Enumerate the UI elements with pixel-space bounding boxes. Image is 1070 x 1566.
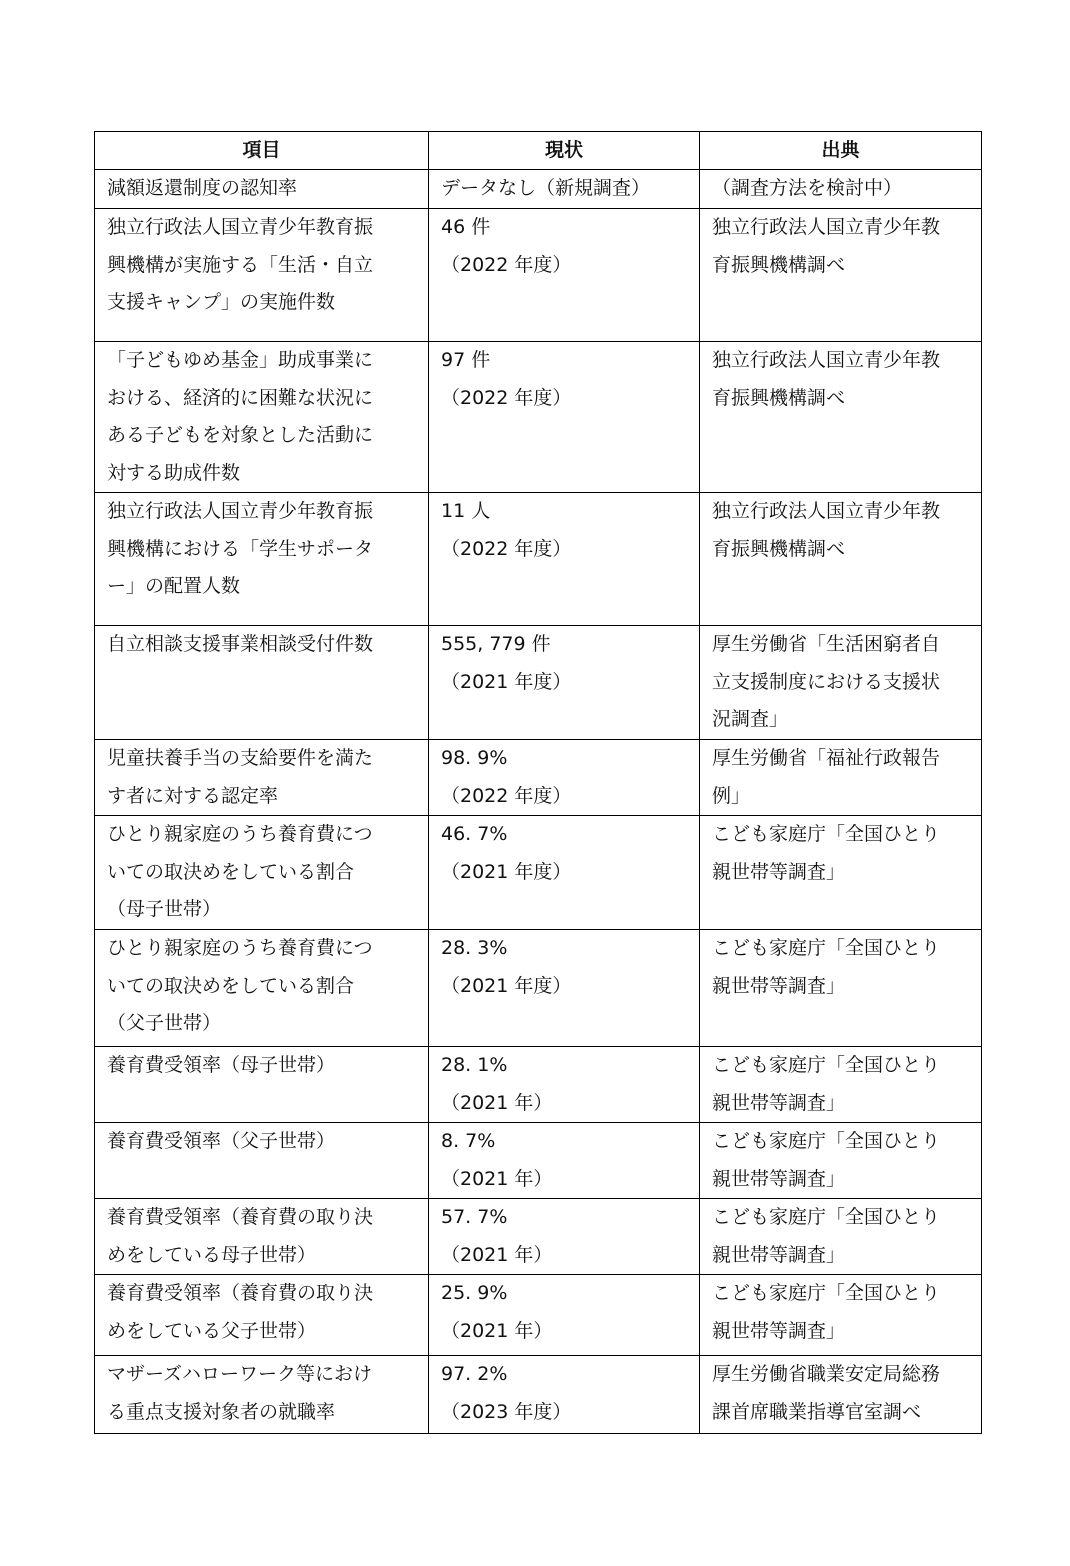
cell-source	[700, 1047, 982, 1123]
cell-item-line: 養育費受領率（母子世帯）	[107, 1054, 336, 1076]
cell-status-line: 28. 3%	[441, 937, 508, 959]
table-row	[95, 816, 982, 930]
table-header-row	[95, 132, 982, 170]
cell-source	[700, 1275, 982, 1356]
cell-source	[700, 342, 982, 493]
cell-item-line: 養育費受領率（養育費の取り決	[107, 1206, 374, 1228]
cell-source-line: 育振興機構調べ	[712, 386, 846, 409]
cell-item-line: めをしている父子世帯）	[107, 1319, 317, 1342]
cell-source	[700, 626, 982, 740]
table-row	[95, 930, 982, 1047]
table-row	[95, 626, 982, 740]
table-row	[95, 209, 982, 342]
cell-item-line: 自立相談支援事業相談受付件数	[107, 633, 374, 655]
cell-status	[429, 1275, 700, 1356]
cell-item-line: マザーズハローワーク等におけ	[107, 1363, 373, 1385]
cell-status-line: （2021 年）	[441, 1167, 553, 1190]
cell-item-line: （父子世帯）	[107, 1012, 222, 1034]
cell-status-line: 28. 1%	[441, 1054, 508, 1076]
cell-item	[95, 1047, 429, 1123]
header-source: 出典	[700, 132, 982, 170]
cell-status-line: （2022 年度）	[441, 784, 572, 807]
cell-item-line: す者に対する認定率	[107, 784, 279, 807]
cell-status-line: 555, 779 件	[441, 633, 551, 655]
cell-item-line: 支援キャンプ」の実施件数	[107, 291, 336, 313]
cell-item-line: いての取決めをしている割合	[107, 974, 355, 997]
cell-status	[429, 930, 700, 1047]
cell-source-line: こども家庭庁「全国ひとり	[712, 1130, 941, 1152]
cell-item-line: （母子世帯）	[107, 898, 222, 920]
cell-item	[95, 1356, 429, 1434]
cell-source-line: 況調査」	[712, 708, 789, 730]
cell-item	[95, 816, 429, 930]
cell-item-line: 養育費受領率（父子世帯）	[107, 1130, 336, 1152]
cell-source	[700, 816, 982, 930]
cell-status	[429, 209, 700, 342]
cell-source-line: 独立行政法人国立青少年教	[712, 349, 941, 371]
table-row	[95, 1047, 982, 1123]
cell-item-line: 興機構が実施する「生活・自立	[107, 253, 374, 276]
cell-item	[95, 1199, 429, 1275]
cell-item	[95, 209, 429, 342]
cell-source	[700, 493, 982, 626]
cell-item	[95, 1275, 429, 1356]
table-body	[95, 170, 982, 1434]
cell-item-line: めをしている母子世帯）	[107, 1243, 317, 1266]
cell-source	[700, 930, 982, 1047]
cell-source-line: 親世帯等調査」	[712, 1243, 846, 1266]
cell-source	[700, 1356, 982, 1434]
cell-status-line: 98. 9%	[441, 747, 508, 769]
cell-source-line: こども家庭庁「全国ひとり	[712, 823, 941, 845]
cell-status-line: （2021 年）	[441, 1319, 553, 1342]
cell-status-line: （2023 年度）	[441, 1400, 572, 1423]
header-item: 項目	[95, 132, 429, 170]
cell-status	[429, 1123, 700, 1199]
cell-status-line: 8. 7%	[441, 1130, 496, 1152]
cell-item-line: ある子どもを対象とした活動に	[107, 424, 374, 446]
table-row	[95, 1123, 982, 1199]
cell-item	[95, 626, 429, 740]
cell-status	[429, 170, 700, 209]
cell-source-line: 厚生労働省「生活困窮者自	[712, 633, 941, 655]
cell-item-line: 養育費受領率（養育費の取り決	[107, 1282, 374, 1304]
cell-status-line: （2021 年度）	[441, 670, 572, 693]
table-row	[95, 1199, 982, 1275]
cell-item-line: 対する助成件数	[107, 461, 241, 484]
cell-source-line: こども家庭庁「全国ひとり	[712, 1206, 941, 1228]
table-row	[95, 740, 982, 816]
cell-source-line: 親世帯等調査」	[712, 860, 846, 883]
cell-source-line: 厚生労働省「福祉行政報告	[712, 747, 941, 769]
cell-source-line: 親世帯等調査」	[712, 1091, 846, 1114]
cell-source-line: 親世帯等調査」	[712, 974, 846, 997]
cell-item	[95, 1123, 429, 1199]
cell-item-line: 児童扶養手当の支給要件を満た	[107, 747, 374, 769]
cell-item	[95, 930, 429, 1047]
cell-status-line: 11 人	[441, 500, 491, 522]
cell-source-line: 独立行政法人国立青少年教	[712, 216, 941, 238]
cell-status-line: 25. 9%	[441, 1282, 508, 1304]
cell-item-line: 興機構における「学生サポータ	[107, 537, 374, 560]
cell-status	[429, 626, 700, 740]
cell-item-line: 「子どもゆめ基金」助成事業に	[107, 349, 374, 371]
cell-status	[429, 816, 700, 930]
cell-status-line: （2021 年）	[441, 1091, 553, 1114]
cell-status-line: （2022 年度）	[441, 253, 572, 276]
header-status: 現状	[429, 132, 700, 170]
cell-status-line: 97 件	[441, 349, 491, 371]
cell-source-line: 課首席職業指導官室調べ	[712, 1400, 922, 1423]
cell-source	[700, 740, 982, 816]
table-row	[95, 170, 982, 209]
cell-status-line: （2021 年度）	[441, 974, 572, 997]
cell-status-line: （2021 年度）	[441, 860, 572, 883]
table-row	[95, 342, 982, 493]
cell-status-line: （2022 年度）	[441, 386, 572, 409]
cell-source-line: 立支援制度における支援状	[712, 670, 941, 693]
cell-item-line: ひとり親家庭のうち養育費につ	[107, 937, 373, 959]
cell-status	[429, 342, 700, 493]
cell-item-line: 独立行政法人国立青少年教育振	[107, 500, 374, 522]
cell-source	[700, 1199, 982, 1275]
cell-source-line: こども家庭庁「全国ひとり	[712, 1282, 941, 1304]
cell-source-line: （調査方法を検討中）	[712, 177, 903, 199]
cell-status-line: データなし（新規調査）	[441, 177, 651, 199]
indicator-table	[94, 131, 982, 1434]
cell-source	[700, 209, 982, 342]
cell-item-line: る重点支援対象者の就職率	[107, 1400, 336, 1423]
cell-status-line: 97. 2%	[441, 1363, 508, 1385]
cell-status-line: 46. 7%	[441, 823, 508, 845]
cell-status-line: （2022 年度）	[441, 537, 572, 560]
cell-item-line: ひとり親家庭のうち養育費につ	[107, 823, 373, 845]
cell-item	[95, 493, 429, 626]
cell-status	[429, 740, 700, 816]
cell-source	[700, 1123, 982, 1199]
table-row	[95, 1356, 982, 1434]
cell-item	[95, 170, 429, 209]
cell-status	[429, 493, 700, 626]
cell-source-line: 例」	[712, 784, 751, 807]
cell-status-line: 46 件	[441, 216, 491, 238]
table-row	[95, 493, 982, 626]
cell-item	[95, 740, 429, 816]
cell-source	[700, 170, 982, 209]
cell-item-line: いての取決めをしている割合	[107, 860, 355, 883]
cell-source-line: こども家庭庁「全国ひとり	[712, 1054, 941, 1076]
cell-source-line: 厚生労働省職業安定局総務	[712, 1363, 941, 1385]
cell-source-line: 独立行政法人国立青少年教	[712, 500, 941, 522]
cell-item-line: 独立行政法人国立青少年教育振	[107, 216, 374, 238]
cell-item	[95, 342, 429, 493]
cell-source-line: 親世帯等調査」	[712, 1319, 846, 1342]
cell-status	[429, 1047, 700, 1123]
cell-item-line: 減額返還制度の認知率	[107, 177, 298, 199]
cell-status-line: （2021 年）	[441, 1243, 553, 1266]
cell-item-line: おける、経済的に困難な状況に	[107, 386, 374, 409]
cell-source-line: 親世帯等調査」	[712, 1167, 846, 1190]
cell-status-line: 57. 7%	[441, 1206, 508, 1228]
cell-source-line: こども家庭庁「全国ひとり	[712, 937, 941, 959]
cell-source-line: 育振興機構調べ	[712, 537, 846, 560]
cell-item-line: ー」の配置人数	[107, 575, 241, 597]
cell-status	[429, 1356, 700, 1434]
cell-status	[429, 1199, 700, 1275]
table-row	[95, 1275, 982, 1356]
cell-source-line: 育振興機構調べ	[712, 253, 846, 276]
